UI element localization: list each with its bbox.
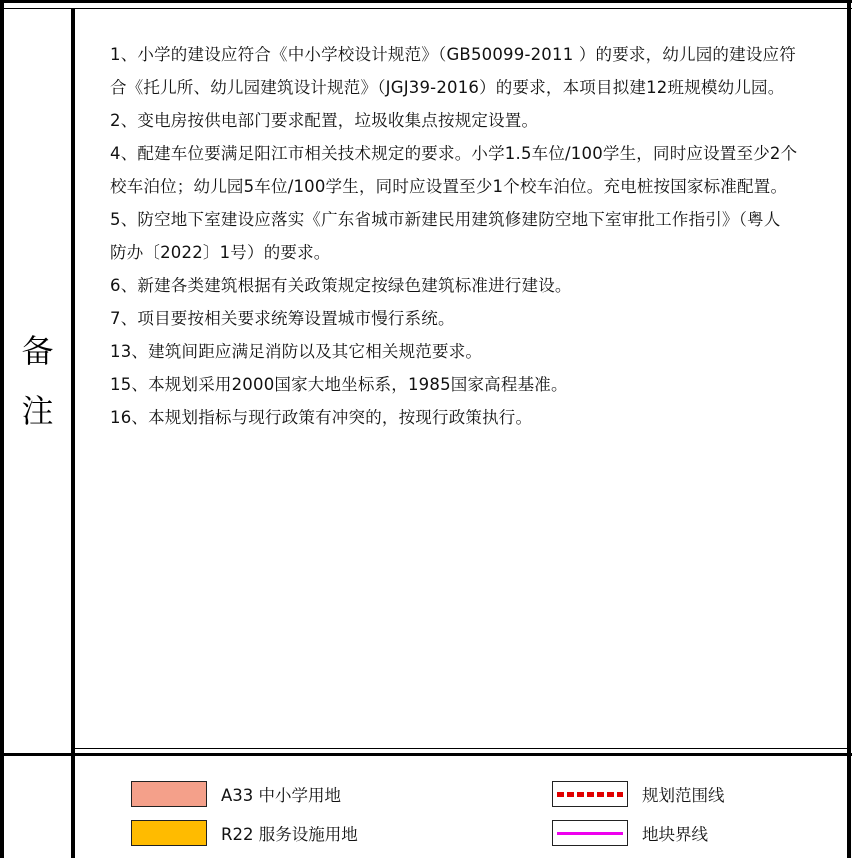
legend-item-plot-boundary [552, 820, 708, 846]
legend-label-a33: A33 中小学用地 [221, 786, 342, 805]
top-border-inner [0, 8, 852, 9]
legend-swatch-a33 [131, 781, 207, 807]
legend-item-r22 [131, 820, 358, 846]
remarks-notes [110, 38, 830, 434]
top-border [0, 0, 852, 3]
note-line: 15、本规划采用2000国家大地坐标系，1985国家高程基准。 [110, 375, 568, 394]
note-line: 13、建筑间距应满足消防以及其它相关规范要求。 [110, 342, 483, 361]
section-divider-inner [75, 748, 847, 749]
note-line: 7、项目要按相关要求统筹设置城市慢行系统。 [110, 309, 455, 328]
remarks-label [4, 9, 71, 753]
note-line: 6、新建各类建筑根据有关政策规定按绿色建筑标准进行建设。 [110, 276, 572, 295]
legend-item-planning-boundary [552, 781, 725, 807]
remarks-label-char-1: 备 [21, 332, 54, 370]
note-line: 16、本规划指标与现行政策有冲突的，按现行政策执行。 [110, 408, 533, 427]
note-line: 1、小学的建设应符合《中小学校设计规范》（GB50099-2011 ）的要求，幼儿园的建设应符 [110, 45, 796, 64]
legend-swatch-r22 [131, 820, 207, 846]
solid-magenta-line [557, 832, 623, 835]
note-line: 4、配建车位要满足阳江市相关技术规定的要求。小学1.5车位/100学生，同时应设置至少2个 [110, 144, 798, 163]
legend-label-planning-boundary: 规划范围线 [642, 786, 725, 805]
note-line: 合《托儿所、幼儿园建筑设计规范》（JGJ39-2016）的要求，本项目拟建12班规模幼儿园。 [110, 78, 785, 97]
note-line: 2、变电房按供电部门要求配置，垃圾收集点按规定设置。 [110, 111, 539, 130]
section-divider [0, 753, 852, 756]
legend-solid-line-icon [552, 820, 628, 846]
legend-label-plot-boundary: 地块界线 [642, 825, 708, 844]
legend-dashed-line-icon [552, 781, 628, 807]
right-border [847, 0, 851, 858]
legend-item-a33 [131, 781, 341, 807]
column-divider [71, 8, 75, 858]
remarks-label-char-2: 注 [21, 392, 54, 430]
note-line: 5、防空地下室建设应落实《广东省城市新建民用建筑修建防空地下室审批工作指引》（粤人 [110, 210, 781, 229]
legend-label-r22: R22 服务设施用地 [221, 825, 358, 844]
dashed-red-line [557, 792, 623, 797]
note-line: 防办〔2022〕1号）的要求。 [110, 243, 331, 262]
note-line: 校车泊位；幼儿园5车位/100学生，同时应设置至少1个校车泊位。充电桩按国家标准配置。 [110, 177, 788, 196]
